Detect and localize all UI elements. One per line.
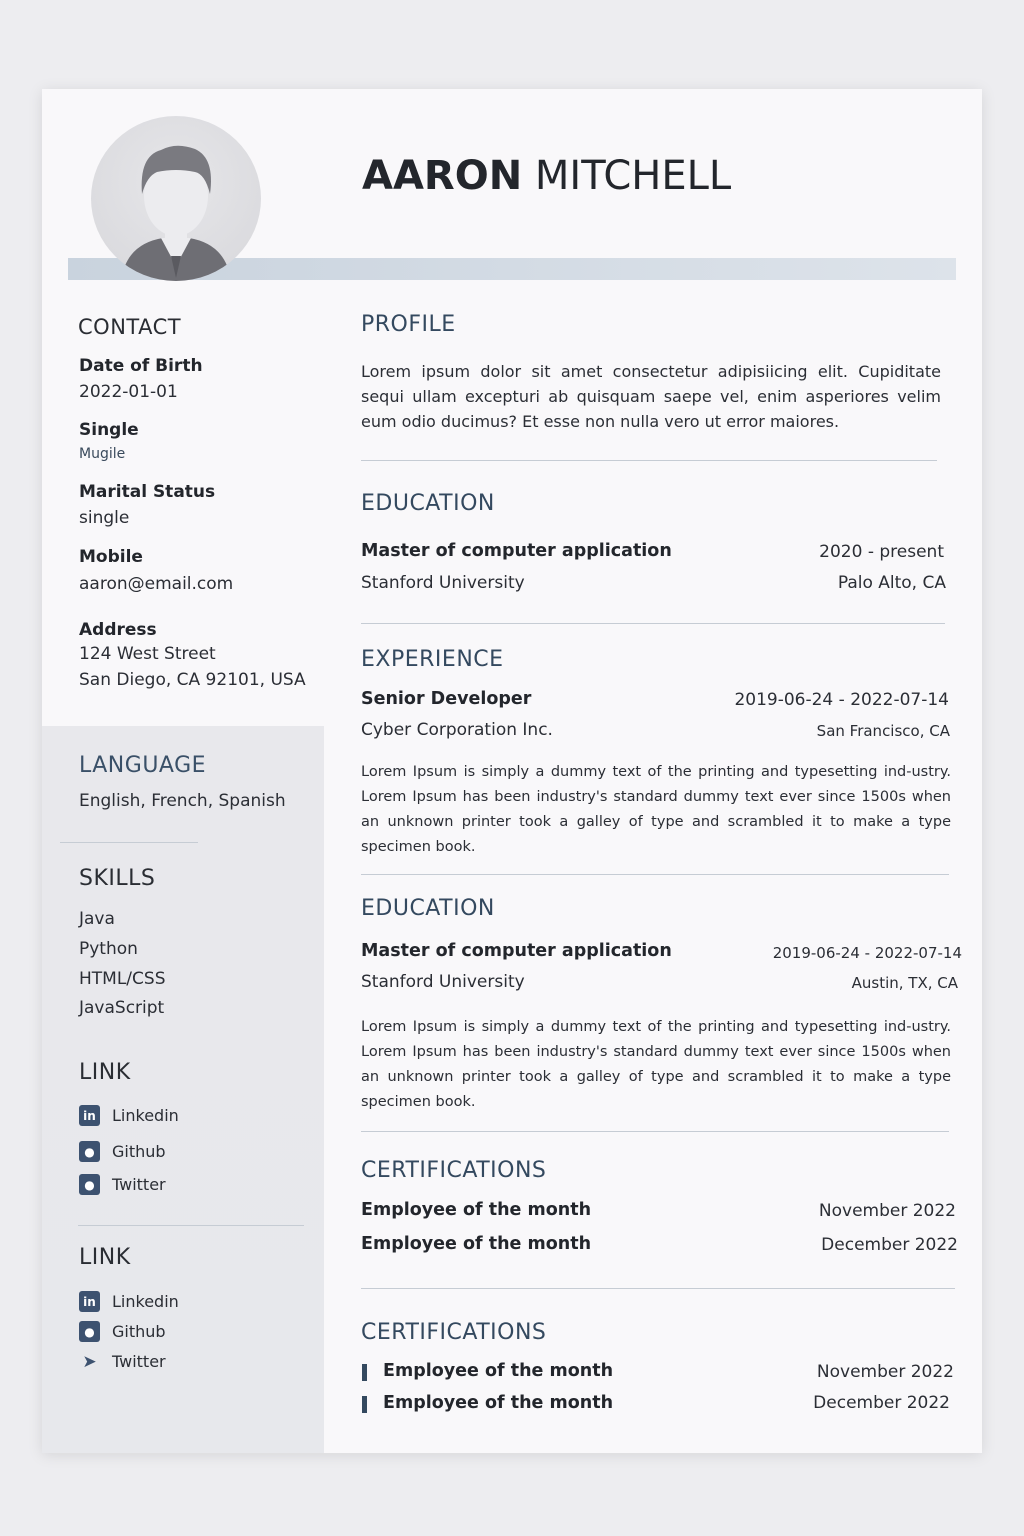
profile-heading: PROFILE (361, 312, 456, 337)
experience-company: Cyber Corporation Inc. (361, 720, 553, 740)
link-label: Twitter (112, 1175, 166, 1194)
certification-date: November 2022 (818, 1201, 956, 1221)
github-icon: ● (79, 1141, 100, 1162)
certification-name: Employee of the month (383, 1361, 614, 1381)
linkedin-icon: in (79, 1291, 100, 1312)
link-linkedin[interactable] (79, 1291, 179, 1312)
link-github[interactable] (79, 1321, 166, 1342)
certification-name: Employee of the month (383, 1393, 614, 1413)
education-text: Lorem Ipsum is simply a dummy text of the printing and typesetting ind-ustry. Lorem Ipsum has been industry's standard dummy text ever since 1500s when an unknown printer took a galley of type and scrambled it to make a type specimen book. (361, 1019, 951, 1110)
certification-date: November 2022 (816, 1362, 954, 1382)
skill-item: Java (79, 909, 115, 929)
certifications-heading: CERTIFICATIONS (361, 1158, 547, 1183)
experience-dates: 2019-06-24 - 2022-07-14 (734, 690, 949, 710)
address-label: Address (79, 620, 157, 640)
link-heading-2: LINK (79, 1245, 131, 1270)
experience-heading: EXPERIENCE (361, 647, 504, 672)
skills-heading: SKILLS (79, 866, 156, 891)
link-label: Github (112, 1142, 166, 1161)
education-heading: EDUCATION (361, 491, 495, 516)
language-divider (60, 842, 198, 843)
skill-item: JavaScript (79, 998, 165, 1018)
dob-label: Date of Birth (79, 356, 203, 376)
profile-text: Lorem ipsum dolor sit amet consectetur adipisiicing elit. Cupiditate sequi ullam excepturi ab quisquam saepe vel, enim asperiores velim eum odio ducimus? Et esse non nulla vero ut error maiores. (361, 362, 941, 431)
linkedin-icon: in (79, 1105, 100, 1126)
single-label: Single (79, 420, 139, 440)
link-label: Github (112, 1322, 166, 1341)
last-name: MITCHELL (534, 153, 732, 199)
education-degree: Master of computer application (361, 941, 672, 961)
github-icon: ● (79, 1321, 100, 1342)
certification-name: Employee of the month (361, 1234, 592, 1254)
link-label: Linkedin (112, 1106, 179, 1125)
twitter-icon: ➤ (82, 1351, 97, 1372)
person-silhouette-icon (91, 116, 261, 281)
education-school: Stanford University (361, 972, 525, 992)
education-dates: 2019-06-24 - 2022-07-14 (772, 944, 962, 962)
education-school: Stanford University (361, 573, 525, 593)
mobile-value[interactable]: aaron@email.com (79, 574, 234, 594)
education-dates: 2020 - present (819, 542, 944, 562)
skill-item: Python (79, 939, 138, 959)
contact-heading: CONTACT (78, 315, 182, 339)
education-location: Palo Alto, CA (837, 573, 946, 593)
section-divider (361, 623, 945, 624)
education-degree: Master of computer application (361, 541, 672, 561)
marital-status-label: Marital Status (79, 482, 216, 502)
avatar (91, 116, 261, 281)
marital-status-value: single (79, 508, 130, 528)
section-divider (361, 1288, 955, 1289)
experience-title: Senior Developer (361, 689, 532, 709)
single-value: Mugile (79, 446, 126, 462)
mobile-label: Mobile (79, 547, 143, 567)
bullet-marker (362, 1364, 367, 1381)
education-location: Austin, TX, CA (851, 974, 958, 992)
certification-date: December 2022 (813, 1393, 950, 1413)
experience-location: San Francisco, CA (816, 722, 950, 740)
certification-name: Employee of the month (361, 1200, 592, 1220)
sidebar-panel (42, 726, 324, 1453)
section-divider (361, 874, 949, 875)
section-divider (361, 1131, 949, 1132)
resume-page (42, 89, 982, 1453)
language-heading: LANGUAGE (79, 753, 207, 778)
link-github[interactable] (79, 1141, 166, 1162)
address-line1: 124 West Street (79, 644, 216, 664)
certification-date: December 2022 (821, 1235, 958, 1255)
link-label: Linkedin (112, 1292, 179, 1311)
address-line2: San Diego, CA 92101, USA (79, 670, 306, 690)
link-label: Twitter (112, 1352, 166, 1371)
dob-value: 2022-01-01 (79, 382, 178, 402)
section-divider (361, 460, 937, 461)
twitter-icon: ● (79, 1174, 100, 1195)
candidate-name (362, 153, 731, 199)
link-divider (78, 1225, 304, 1226)
certifications-heading-2: CERTIFICATIONS (361, 1320, 547, 1345)
link-twitter[interactable] (79, 1351, 166, 1372)
link-twitter[interactable] (79, 1174, 166, 1195)
language-value: English, French, Spanish (79, 791, 286, 811)
skill-item: HTML/CSS (79, 969, 166, 989)
bullet-marker (362, 1396, 367, 1413)
link-heading: LINK (79, 1060, 131, 1085)
first-name: AARON (362, 153, 523, 199)
link-linkedin[interactable] (79, 1105, 179, 1126)
experience-text: Lorem Ipsum is simply a dummy text of the printing and typesetting ind-ustry. Lorem Ipsum has been industry's standard dummy text ever since 1500s when an unknown printer took a galley of type and scrambled it to make a type specimen book. (361, 764, 951, 855)
education-heading-2: EDUCATION (361, 896, 495, 921)
